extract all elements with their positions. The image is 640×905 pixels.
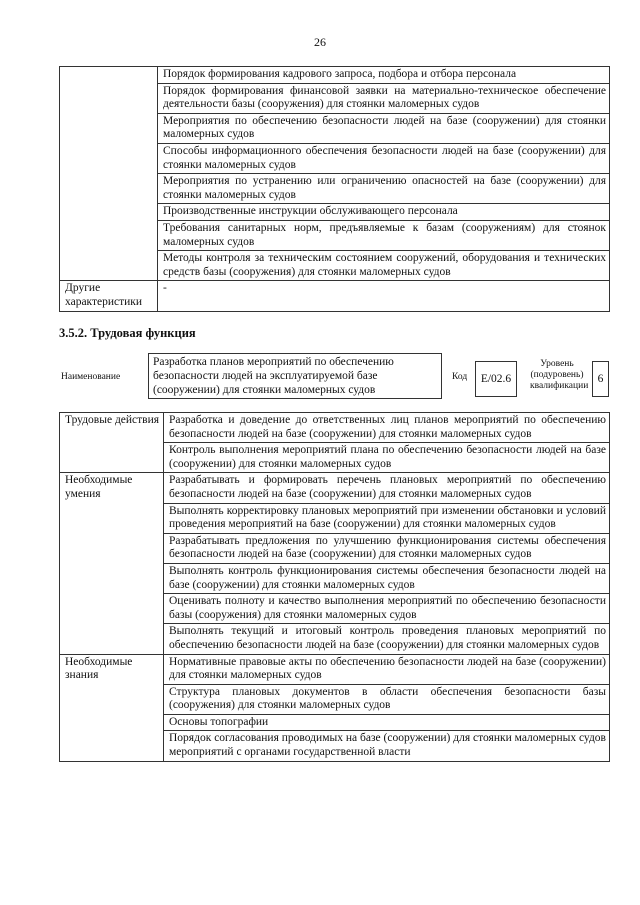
code-value: E/02.6: [475, 361, 517, 397]
other-characteristics-value: -: [158, 281, 610, 311]
skill-item: Выполнять текущий и итоговый контроль проведения плановых мероприятий по обеспечению безопасности людей на базе (сооружении) для стоянки маломерных судов: [164, 624, 610, 654]
knowledge-item: Порядок согласования проводимых на базе (сооружении) для стоянки маломерных судов мероприятий с органами государственной власти: [164, 731, 610, 761]
knowledge-item: Основы топографии: [164, 714, 610, 731]
other-characteristics-label: Другие характеристики: [60, 281, 158, 311]
function-table: [59, 412, 610, 762]
top-table-item: Требования санитарных норм, предъявляемые к базам (сооружениям) для стоянок маломерных судов: [158, 220, 610, 250]
function-name-box: Разработка планов мероприятий по обеспечению безопасности людей на эксплуатируемой базе (сооружении) для стоянки маломерных судов: [148, 353, 442, 399]
page-number: 26: [314, 35, 326, 49]
labor-action-item: Разработка и доведение до ответственных лиц планов мероприятий по обеспечению безопасности людей на базе (сооружении) для стоянки маломерных судов: [164, 413, 610, 443]
skill-item: Разрабатывать предложения по улучшению функционирования системы обеспечения безопасности людей на базе (сооружении) для стоянки маломерных судов: [164, 533, 610, 563]
section-title: 3.5.2. Трудовая функция: [59, 326, 196, 340]
top-table-item: Мероприятия по устранению или ограничению опасностей на базе (сооружении) для стоянки маломерных судов: [158, 174, 610, 204]
required-knowledge-label: Необходимые знания: [60, 654, 164, 761]
skill-item: Оценивать полноту и качество выполнения мероприятий по обеспечению безопасности базы (сооружения) для стоянки маломерных судов: [164, 594, 610, 624]
labor-actions-label: Трудовые действия: [60, 413, 164, 473]
level-label: Уровень (подуровень) квалификации: [530, 359, 589, 391]
top-table-item: Производственные инструкции обслуживающего персонала: [158, 204, 610, 221]
skill-item: Выполнять корректировку плановых мероприятий при изменении обстановки и условий проведения мероприятий на базе (сооружении) для стоянки маломерных судов: [164, 503, 610, 533]
knowledge-item: Структура плановых документов в области обеспечения безопасности базы (сооружения) для стоянки маломерных судов: [164, 684, 610, 714]
top-table-item: Порядок формирования финансовой заявки на материально-техническое обеспечение деятельности базы (сооружения) для стоянки маломерных судов: [158, 83, 610, 113]
skill-item: Разрабатывать и формировать перечень плановых мероприятий по обеспечению безопасности людей на базе (сооружении) для стоянки маломерных судов: [164, 473, 610, 503]
labor-action-item: Контроль выполнения мероприятий плана по обеспечению безопасности людей на базе (сооружении) для стоянки маломерных судов: [164, 443, 610, 473]
level-value: 6: [592, 361, 609, 397]
top-table-item: Способы информационного обеспечения безопасности людей на базе (сооружении) для стоянки маломерных судов: [158, 143, 610, 173]
top-table: [59, 66, 610, 312]
skill-item: Выполнять контроль функционирования системы обеспечения безопасности людей на базе (сооружении) для стоянки маломерных судов: [164, 563, 610, 593]
top-table-item: Порядок формирования кадрового запроса, подбора и отбора персонала: [158, 67, 610, 84]
top-table-empty-label-cell: [60, 67, 158, 281]
code-label: Код: [452, 372, 468, 382]
top-table-item: Методы контроля за техническим состоянием сооружений, оборудования и технических средств базы (сооружения) для стоянки маломерных судов: [158, 251, 610, 281]
top-table-item: Мероприятия по обеспечению безопасности людей на базе (сооружении) для стоянки маломерных судов: [158, 113, 610, 143]
name-label: Наименование: [61, 372, 121, 382]
knowledge-item: Нормативные правовые акты по обеспечению безопасности людей на базе (сооружении) для стоянки маломерных судов: [164, 654, 610, 684]
required-skills-label: Необходимые умения: [60, 473, 164, 654]
